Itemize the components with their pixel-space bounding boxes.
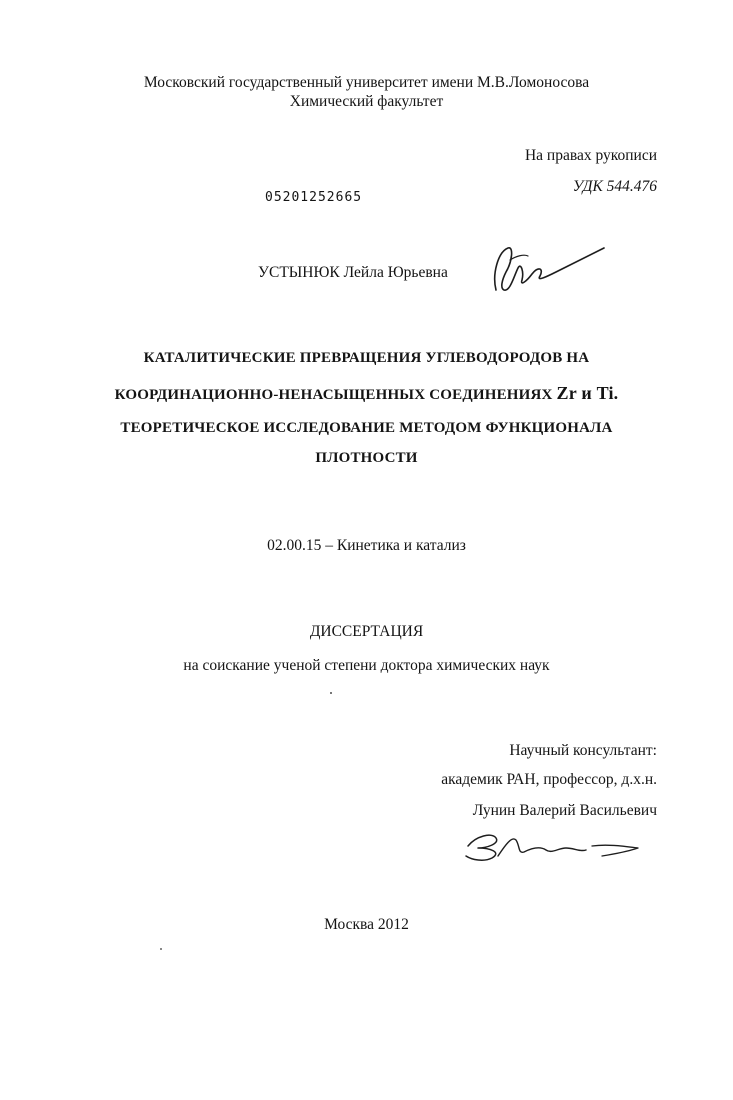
udc-code: УДК 544.476: [572, 178, 657, 195]
faculty-name: Химический факультет: [289, 93, 444, 110]
title-line-1: КАТАЛИТИЧЕСКИЕ ПРЕВРАЩЕНИЯ УГЛЕВОДОРОДОВ НА: [143, 350, 590, 366]
degree-statement: на соискание ученой степени доктора химических наук: [183, 657, 550, 674]
manuscript-rights: На правах рукописи: [524, 147, 657, 164]
scan-speck: [160, 948, 162, 950]
title-line-3: ТЕОРЕТИЧЕСКОЕ ИССЛЕДОВАНИЕ МЕТОДОМ ФУНКЦИОНАЛА: [120, 420, 613, 436]
specialty-code: 02.00.15 – Кинетика и катализ: [267, 537, 466, 554]
consultant-name: Лунин Валерий Васильевич: [472, 802, 657, 819]
consultant-titles: академик РАН, профессор, д.х.н.: [441, 771, 657, 788]
author-name: УСТЫНЮК Лейла Юрьевна: [258, 264, 448, 281]
title-line-4: ПЛОТНОСТИ: [315, 450, 418, 466]
consultant-signature: [462, 826, 642, 866]
university-name: Московский государственный университет имени М.В.Ломоносова: [143, 74, 590, 91]
title-line-2: [0, 383, 733, 405]
registration-number: 05201252665: [265, 190, 363, 205]
scan-speck: [330, 692, 332, 694]
title-line-2-text: КООРДИНАЦИОННО-НЕНАСЫЩЕННЫХ СОЕДИНЕНИЯХ: [114, 387, 553, 403]
consultant-label: Научный консультант:: [509, 742, 657, 759]
document-type: ДИССЕРТАЦИЯ: [309, 623, 424, 640]
author-signature: [488, 238, 608, 300]
city-year: Москва 2012: [324, 916, 409, 933]
title-elements: Zr и Ti.: [556, 383, 619, 403]
